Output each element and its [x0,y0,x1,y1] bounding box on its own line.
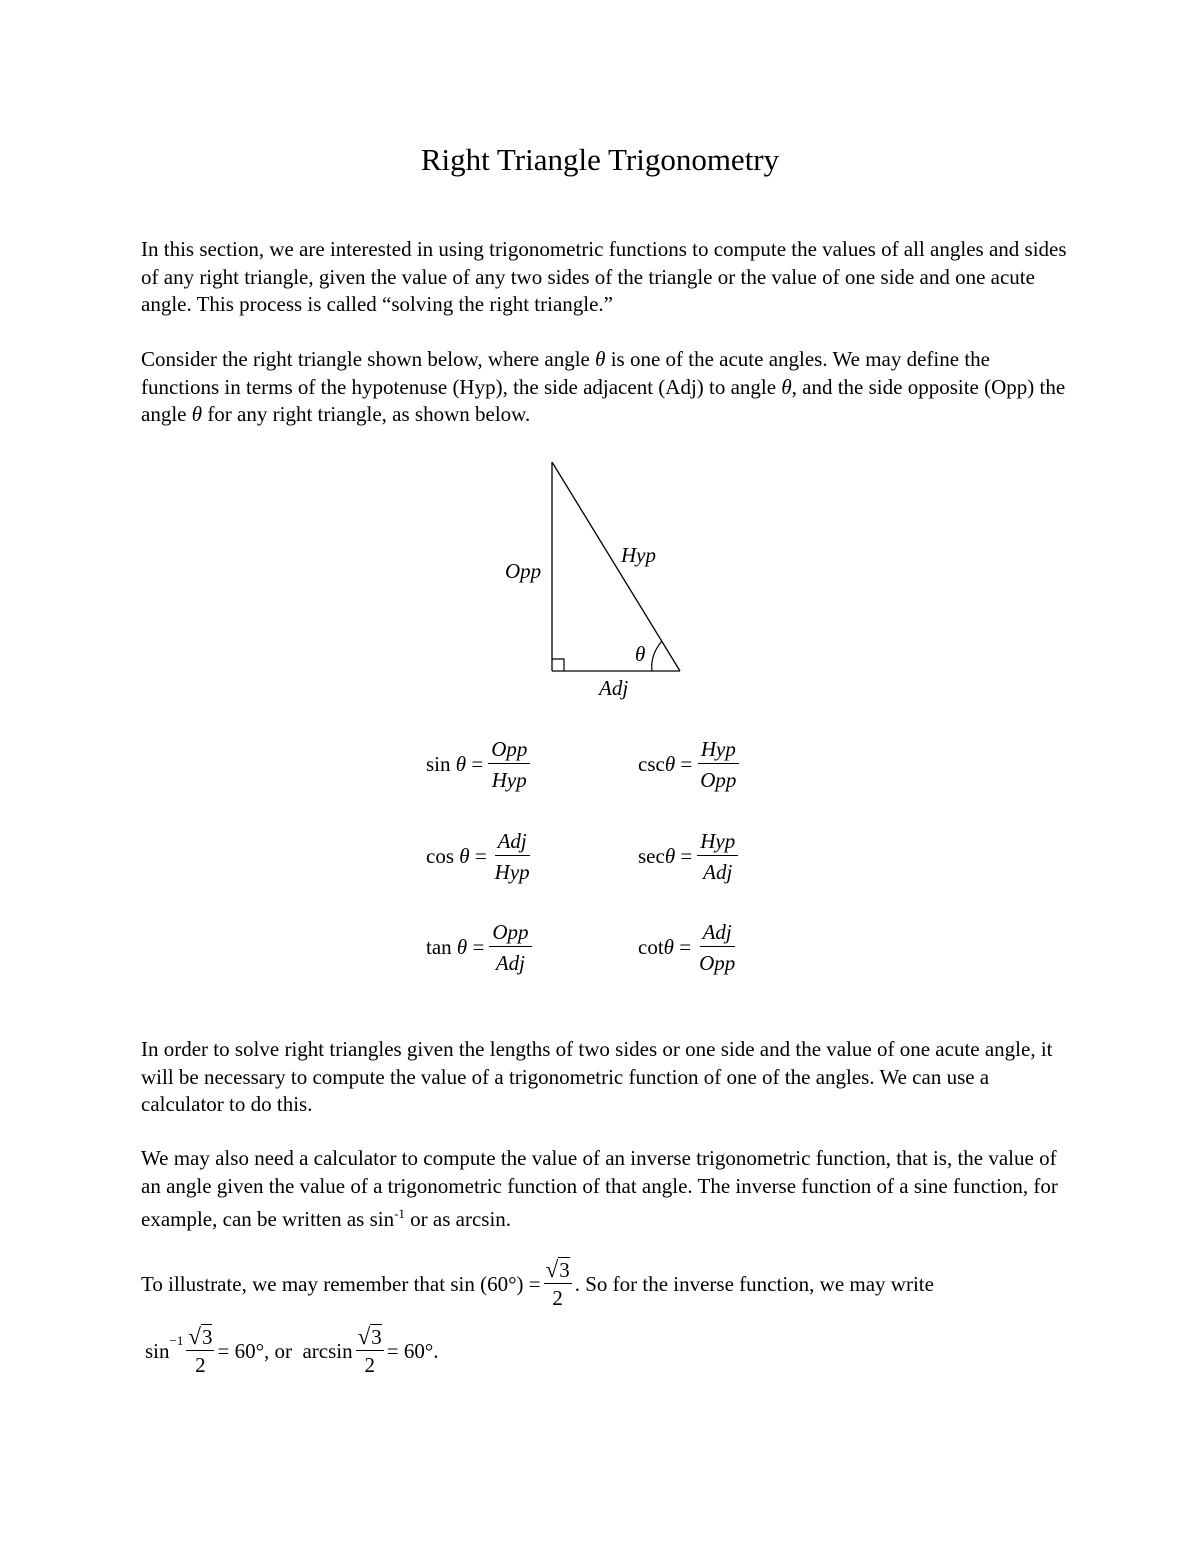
fraction: $\frac{\text{Opp}}{\text{Adj}}$ [489,919,531,976]
right-angle-marker [552,659,564,671]
sqrt3-over-2-fraction: $\frac{√3}{2}$ [545,1257,570,1310]
cot-formula: cot θ = $\frac{\text{Adj}}{\text{Opp}}$ [638,919,738,976]
theta-label: θ [635,642,646,666]
solving-paragraph: In order to solve right triangles given the lengths of two sides or one side and the value of one acute angle, it will be necessary to compute the value of a trigonometric function of one of the angles. We can use a calculator to do this. [141,1037,1053,1116]
sin-60-expression: sin (60°) = [450,1271,541,1296]
inverse-paragraph: We may also need a calculator to compute the value of an inverse trigonometric function, that is, the value of an angle given the value of a trigonometric function of that angle. The inverse function of a sine function, for example, can be written as $\sin^{-1}$ or as arcsin. [141,1146,1058,1231]
csc-formula: csc θ = $\frac{\text{Hyp}}{\text{Opp}}$ [638,736,739,793]
sin-formula: sin θ = $\frac{\text{Opp}}{\text{Hyp}}$ [426,736,530,793]
hypotenuse-side [552,462,680,671]
fraction: $\frac{\text{Hyp}}{\text{Adj}}$ [697,828,738,885]
right-triangle-diagram [490,455,720,705]
sec-formula: sec θ = $\frac{\text{Hyp}}{\text{Adj}}$ [638,828,738,885]
fraction: $\frac{\text{Hyp}}{\text{Opp}}$ [697,736,739,793]
definition-paragraph: Consider the right triangle shown below, where angle θ is one of the acute angles. We may define the functions in terms of the hypotenuse (Hyp), the side adjacent (Adj) to angle θ, and the side opposite (Opp) the angle θ for any right triangle, as shown below. [141,347,1066,426]
adj-label: Adj [599,676,629,700]
fraction: $\frac{\text{Opp}}{\text{Hyp}}$ [488,736,530,793]
fraction: $\frac{\text{Adj}}{\text{Opp}}$ [699,920,736,975]
theta-symbol: θ [781,374,792,399]
sqrt3-over-2-fraction: $\frac{√3}{2}$ [357,1324,382,1377]
angle-arc [652,641,662,671]
cos-formula: cos θ = $\frac{\text{Adj}}{\text{Hyp}}$ [426,828,533,885]
illustrate-line: To illustrate, we may remember that sin (60°) = $\frac{√3}{2}$ . So for the inverse function, we may write [141,1257,934,1310]
sqrt3-over-2-fraction: $\frac{√3}{2}$ [188,1324,213,1377]
hyp-label: Hyp [621,543,656,567]
page-title: Right Triangle Trigonometry [420,142,780,177]
tan-formula: tan θ = $\frac{\text{Opp}}{\text{Adj}}$ [426,919,532,976]
opp-label: Opp [505,559,542,583]
inverse-equation-line: sin $^{-1}$ $\frac{√3}{2}$ = 60° , or arcsin $\frac{√3}{2}$ = 60° . [145,1324,439,1377]
intro-paragraph: In this section, we are interested in using trigonometric functions to compute the values of all angles and sides of any right triangle, given the value of any two sides of the triangle or the value of one side and one acute angle. This process is called “solving the right triangle.” [141,237,1067,316]
theta-symbol: θ [595,347,606,371]
theta-symbol: θ [191,402,203,426]
fraction: $\frac{\text{Adj}}{\text{Hyp}}$ [494,829,530,884]
